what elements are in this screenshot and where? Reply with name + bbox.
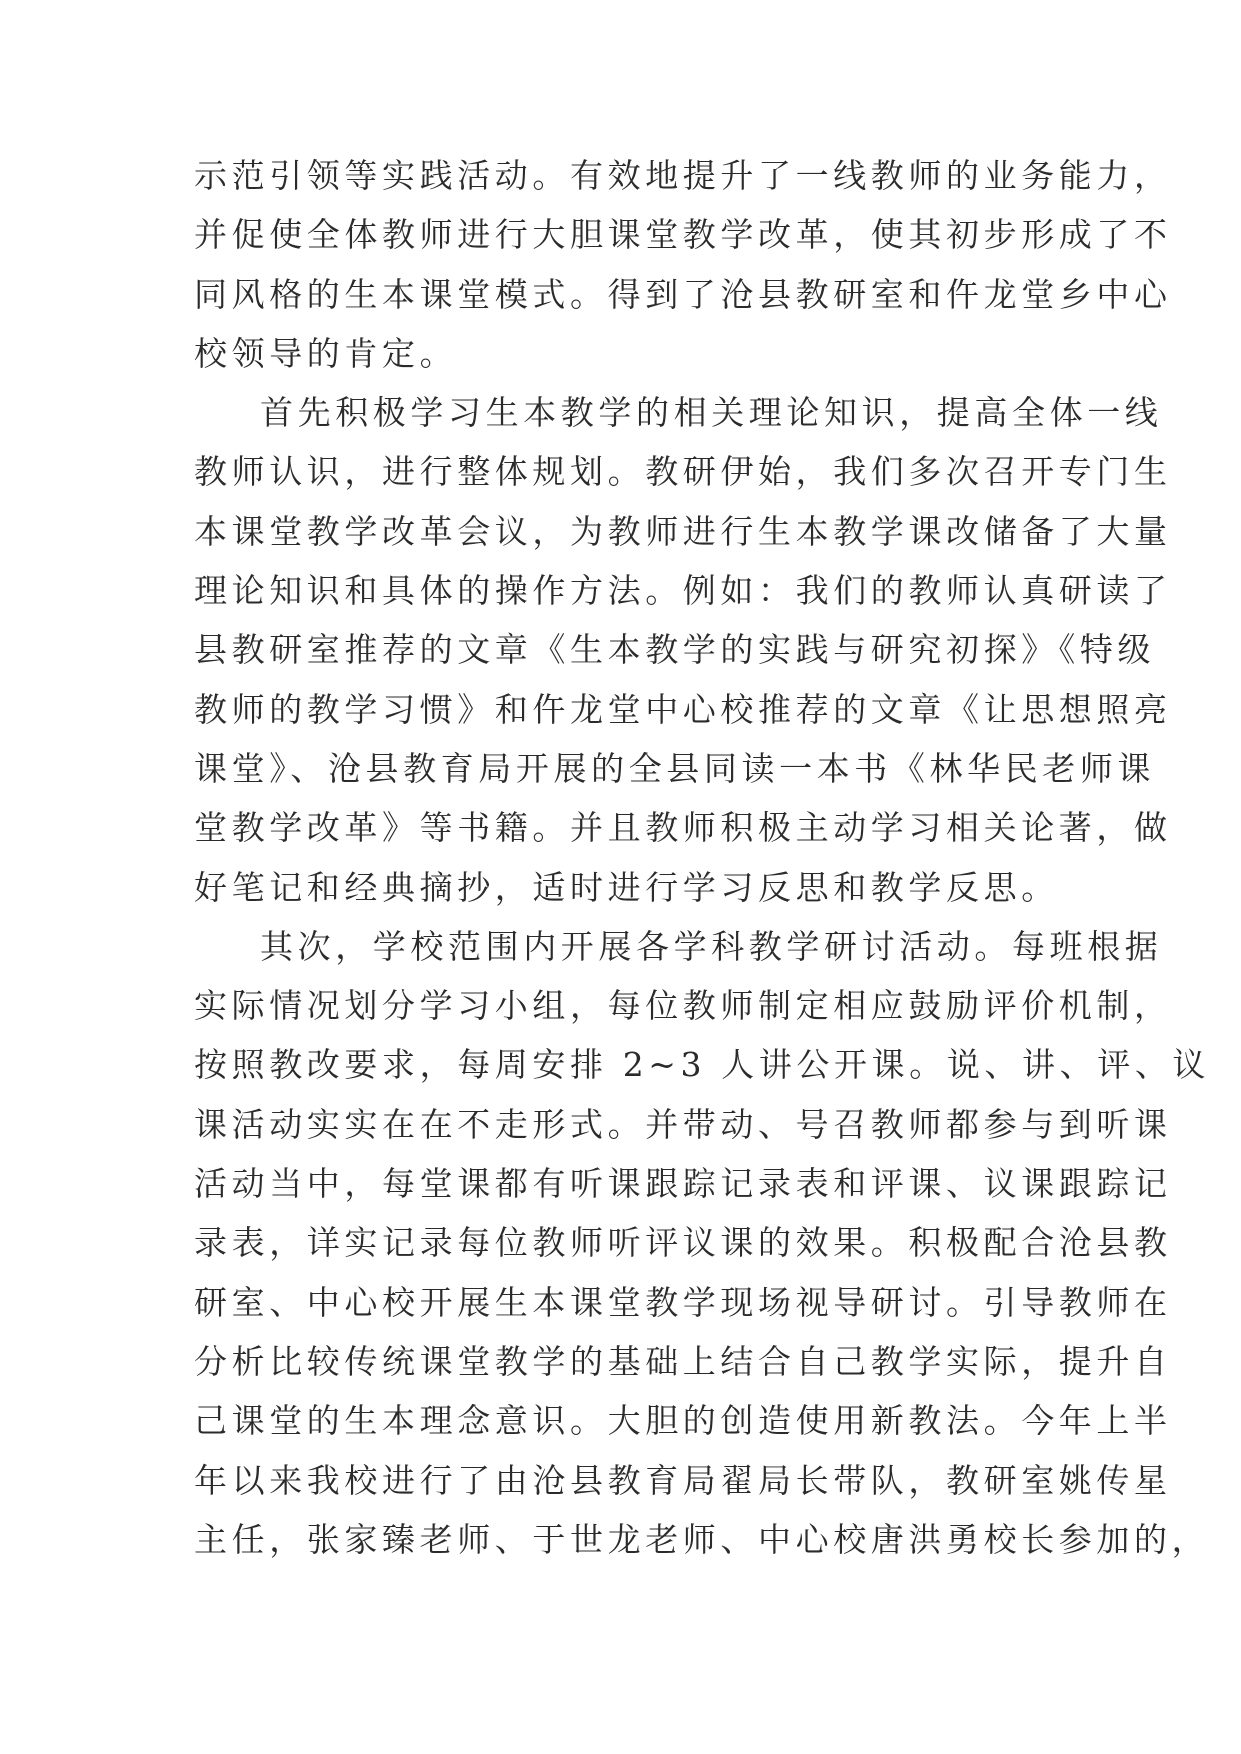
text-line: 己课堂的生本理念意识。大胆的创造使用新教法。今年上半	[194, 1401, 1172, 1441]
paragraph-1	[194, 146, 1172, 383]
document-body	[194, 146, 1211, 1569]
text-line: 同风格的生本课堂模式。得到了沧县教研室和仵龙堂乡中心	[194, 274, 1172, 314]
text-line: 校领导的肯定。	[194, 333, 458, 373]
text-line: 实际情况划分学习小组，每位教师制定相应鼓励评价机制，	[194, 986, 1172, 1026]
text-line: 录表，详实记录每位教师听评议课的效果。积极配合沧县教	[194, 1223, 1172, 1263]
paragraph-2	[194, 383, 1172, 917]
text-line: 研室、中心校开展生本课堂教学现场视导研讨。引导教师在	[194, 1282, 1172, 1322]
text-line: 示范引领等实践活动。有效地提升了一线教师的业务能力，	[194, 156, 1172, 195]
text-line: 年以来我校进行了由沧县教育局翟局长带队，教研室姚传星	[194, 1460, 1172, 1500]
paragraph-3	[194, 917, 1211, 1569]
text-line: 主任，张家臻老师、于世龙老师、中心校唐洪勇校长参加的，	[194, 1519, 1210, 1559]
text-line: 本课堂教学改革会议，为教师进行生本教学课改储备了大量	[194, 511, 1172, 551]
text-line: 课堂》、沧县教育局开展的全县同读一本书《林华民老师课	[194, 748, 1156, 788]
text-line: 课活动实实在在不走形式。并带动、号召教师都参与到听课	[194, 1104, 1172, 1144]
text-line: 活动当中，每堂课都有听课跟踪记录表和评课、议课跟踪记	[194, 1164, 1172, 1204]
text-line: 其次，学校范围内开展各学科教学研讨活动。每班根据	[260, 926, 1163, 966]
text-line: 好笔记和经典摘抄，适时进行学习反思和教学反思。	[194, 867, 1059, 907]
text-line: 分析比较传统课堂教学的基础上结合自己教学实际，提升自	[194, 1341, 1172, 1381]
text-line: 县教研室推荐的文章《生本教学的实践与研究初探》《特级	[194, 630, 1156, 670]
text-line: 并促使全体教师进行大胆课堂教学改革，使其初步形成了不	[194, 215, 1172, 255]
text-line: 理论知识和具体的操作方法。例如：我们的教师认真研读了	[194, 571, 1172, 611]
text-line: 教师的教学习惯》和仵龙堂中心校推荐的文章《让思想照亮	[194, 689, 1172, 729]
text-line: 教师认识，进行整体规划。教研伊始，我们多次召开专门生	[194, 452, 1172, 492]
text-line: 堂教学改革》等书籍。并且教师积极主动学习相关论著，做	[194, 808, 1172, 848]
text-line: 首先积极学习生本教学的相关理论知识，提高全体一线	[260, 393, 1163, 433]
text-line: 按照教改要求，每周安排 2~3 人讲公开课。说、讲、评、议	[194, 1045, 1211, 1085]
